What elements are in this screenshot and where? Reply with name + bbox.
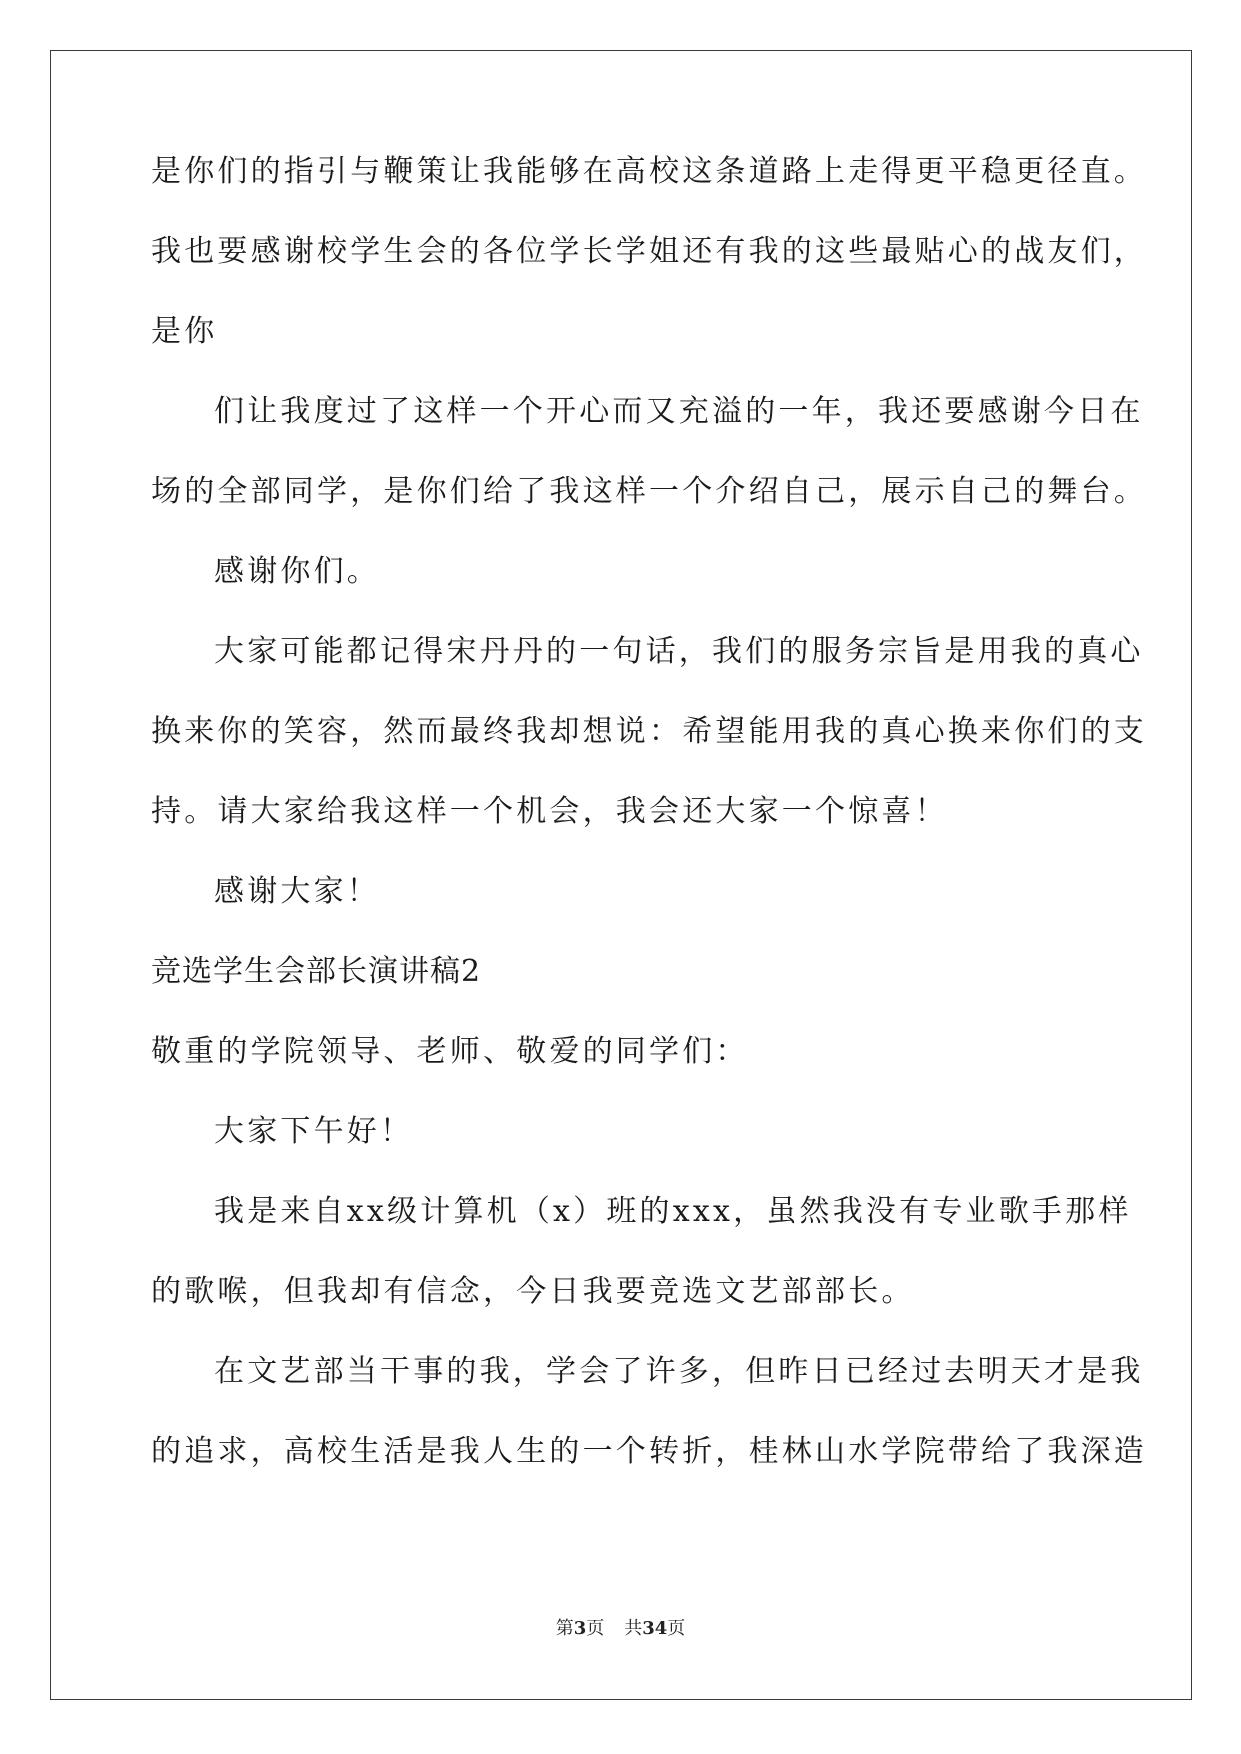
- body-line: 的追求，高校生活是我人生的一个转折，桂林山水学院带给了我深造: [151, 1434, 1147, 1469]
- body-line: 的歌喉，但我却有信念，今日我要竞选文艺部部长。: [151, 1274, 915, 1309]
- greeting: 大家下午好！: [214, 1114, 414, 1149]
- footer-page-unit: 页: [586, 1618, 605, 1639]
- body-line: 感谢你们。: [214, 554, 380, 589]
- body-line: 我是来自xx级计算机（x）班的xxx，虽然我没有专业歌手那样: [214, 1194, 1132, 1229]
- body-line: 们让我度过了这样一个开心而又充溢的一年，我还要感谢今日在: [214, 394, 1144, 429]
- salutation: 敬重的学院领导、老师、敬爱的同学们：: [151, 1034, 749, 1069]
- body-line: 是你: [151, 314, 218, 349]
- body-line: 场的全部同学，是你们给了我这样一个介绍自己，展示自己的舞台。: [151, 474, 1147, 509]
- footer-total-prefix: 共: [624, 1618, 643, 1639]
- body-line: 换来你的笑容，然而最终我却想说：希望能用我的真心换来你们的支: [151, 714, 1147, 749]
- body-line: 持。请大家给我这样一个机会，我会还大家一个惊喜！: [151, 794, 948, 829]
- body-line: 感谢大家！: [214, 874, 380, 909]
- section-title: 竞选学生会部长演讲稿2: [151, 954, 482, 989]
- current-page-number: 3: [573, 1618, 587, 1639]
- body-line: 在文艺部当干事的我，学会了许多，但昨日已经过去明天才是我: [214, 1354, 1144, 1389]
- body-line: 大家可能都记得宋丹丹的一句话，我们的服务宗旨是用我的真心: [214, 634, 1144, 669]
- footer-prefix: 第: [555, 1618, 574, 1639]
- footer-total-unit: 页: [667, 1618, 686, 1639]
- page-footer: [0, 1617, 1241, 1641]
- body-line: 是你们的指引与鞭策让我能够在高校这条道路上走得更平稳更径直。: [151, 154, 1147, 189]
- total-pages-number: 34: [642, 1618, 668, 1639]
- body-line: 我也要感谢校学生会的各位学长学姐还有我的这些最贴心的战友们，: [151, 234, 1147, 269]
